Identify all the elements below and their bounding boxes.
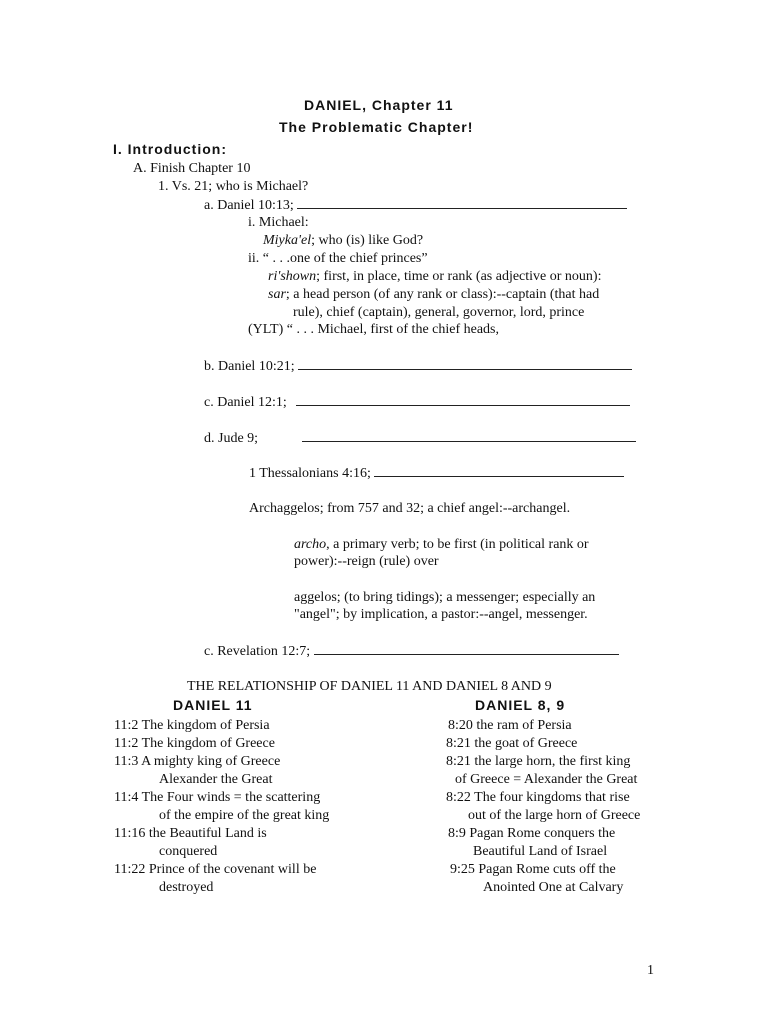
right-row: 8:9 Pagan Rome conquers the: [448, 826, 616, 841]
page-subtitle: The Problematic Chapter!: [279, 119, 474, 135]
aggelos-definition-cont: "angel"; by implication, a pastor:--angel, messenger.: [294, 607, 588, 622]
left-row: 11:2 The kingdom of Persia: [114, 718, 270, 733]
fill-blank-line: [297, 196, 627, 209]
definition-sar-cont: rule), chief (captain), general, governor, lord, prince: [293, 305, 585, 320]
left-row: 11:3 A mighty king of Greece: [114, 754, 281, 769]
fill-blank-line: [314, 642, 619, 655]
hebrew-word: Miyka'el: [263, 233, 312, 248]
item-label: a. Daniel 10:13;: [204, 198, 294, 213]
right-row: 8:21 the large horn, the first king: [446, 754, 631, 769]
right-row: of Greece = Alexander the Great: [455, 772, 638, 787]
archo-definition: [294, 536, 589, 553]
relationship-title: THE RELATIONSHIP OF DANIEL 11 AND DANIEL 8 AND 9: [187, 679, 552, 694]
aggelos-definition: aggelos; (to bring tidings); a messenger; especially an: [294, 590, 596, 605]
outline-item-b: [204, 357, 632, 375]
outline-item-1: 1. Vs. 21; who is Michael?: [158, 179, 309, 194]
definition-miykael: [263, 232, 423, 249]
right-row: 8:22 The four kingdoms that rise: [446, 790, 630, 805]
right-row: Beautiful Land of Israel: [473, 844, 608, 859]
left-row: Alexander the Great: [159, 772, 273, 787]
left-row: 11:4 The Four winds = the scattering: [114, 790, 321, 805]
fill-blank-line: [298, 357, 632, 370]
definition-text: , a primary verb; to be first (in political rank or: [326, 537, 589, 552]
left-row: conquered: [159, 844, 218, 859]
outline-item-revelation: [204, 642, 619, 660]
right-row: 8:20 the ram of Persia: [448, 718, 572, 733]
outline-item-i: i. Michael:: [248, 215, 309, 230]
archaggelos-definition: Archaggelos; from 757 and 32; a chief angel:--archangel.: [249, 501, 571, 516]
definition-text: ; a head person (of any rank or class):--captain (that had: [285, 287, 600, 302]
fill-blank-line: [302, 429, 636, 442]
column-heading-daniel-8-9: DANIEL 8, 9: [475, 697, 566, 713]
outline-item-c: [204, 393, 630, 411]
outline-item-a: A. Finish Chapter 10: [133, 161, 251, 176]
page-number: 1: [647, 963, 654, 978]
outline-item-d: [204, 429, 636, 447]
item-label: b. Daniel 10:21;: [204, 359, 295, 374]
outline-item-a-daniel: [204, 196, 627, 214]
left-row: 11:2 The kingdom of Greece: [114, 736, 275, 751]
greek-word: archo: [294, 537, 327, 552]
left-row: 11:22 Prince of the covenant will be: [114, 862, 317, 877]
right-row: out of the large horn of Greece: [468, 808, 641, 823]
archo-definition-cont: power):--reign (rule) over: [294, 554, 439, 569]
right-row: Anointed One at Calvary: [483, 880, 624, 895]
definition-text: ; first, in place, time or rank (as adjective or noun):: [316, 269, 602, 284]
outline-item-ii: ii. “ . . .one of the chief princes”: [248, 251, 428, 266]
hebrew-word: sar: [268, 287, 286, 302]
outline-item-thess: [249, 464, 624, 482]
definition-text: ; who (is) like God?: [311, 233, 424, 248]
column-heading-daniel-11: DANIEL 11: [173, 697, 253, 713]
left-row: destroyed: [159, 880, 214, 895]
hebrew-word: ri'shown: [268, 269, 317, 284]
right-row: 9:25 Pagan Rome cuts off the: [450, 862, 616, 877]
right-row: 8:21 the goat of Greece: [446, 736, 578, 751]
item-label: c. Daniel 12:1;: [204, 395, 287, 410]
ylt-quote: (YLT) “ . . . Michael, first of the chief heads,: [248, 322, 500, 337]
item-label: 1 Thessalonians 4:16;: [249, 466, 371, 481]
definition-rishown: [268, 268, 601, 285]
item-label: d. Jude 9;: [204, 431, 259, 446]
left-row: 11:16 the Beautiful Land is: [114, 826, 267, 841]
page-title: DANIEL, Chapter 11: [304, 97, 454, 113]
fill-blank-line: [296, 393, 630, 406]
item-label: c. Revelation 12:7;: [204, 644, 311, 659]
definition-sar: [268, 286, 599, 303]
left-row: of the empire of the great king: [159, 808, 330, 823]
section-heading: I. Introduction:: [113, 141, 227, 157]
fill-blank-line: [374, 464, 624, 477]
